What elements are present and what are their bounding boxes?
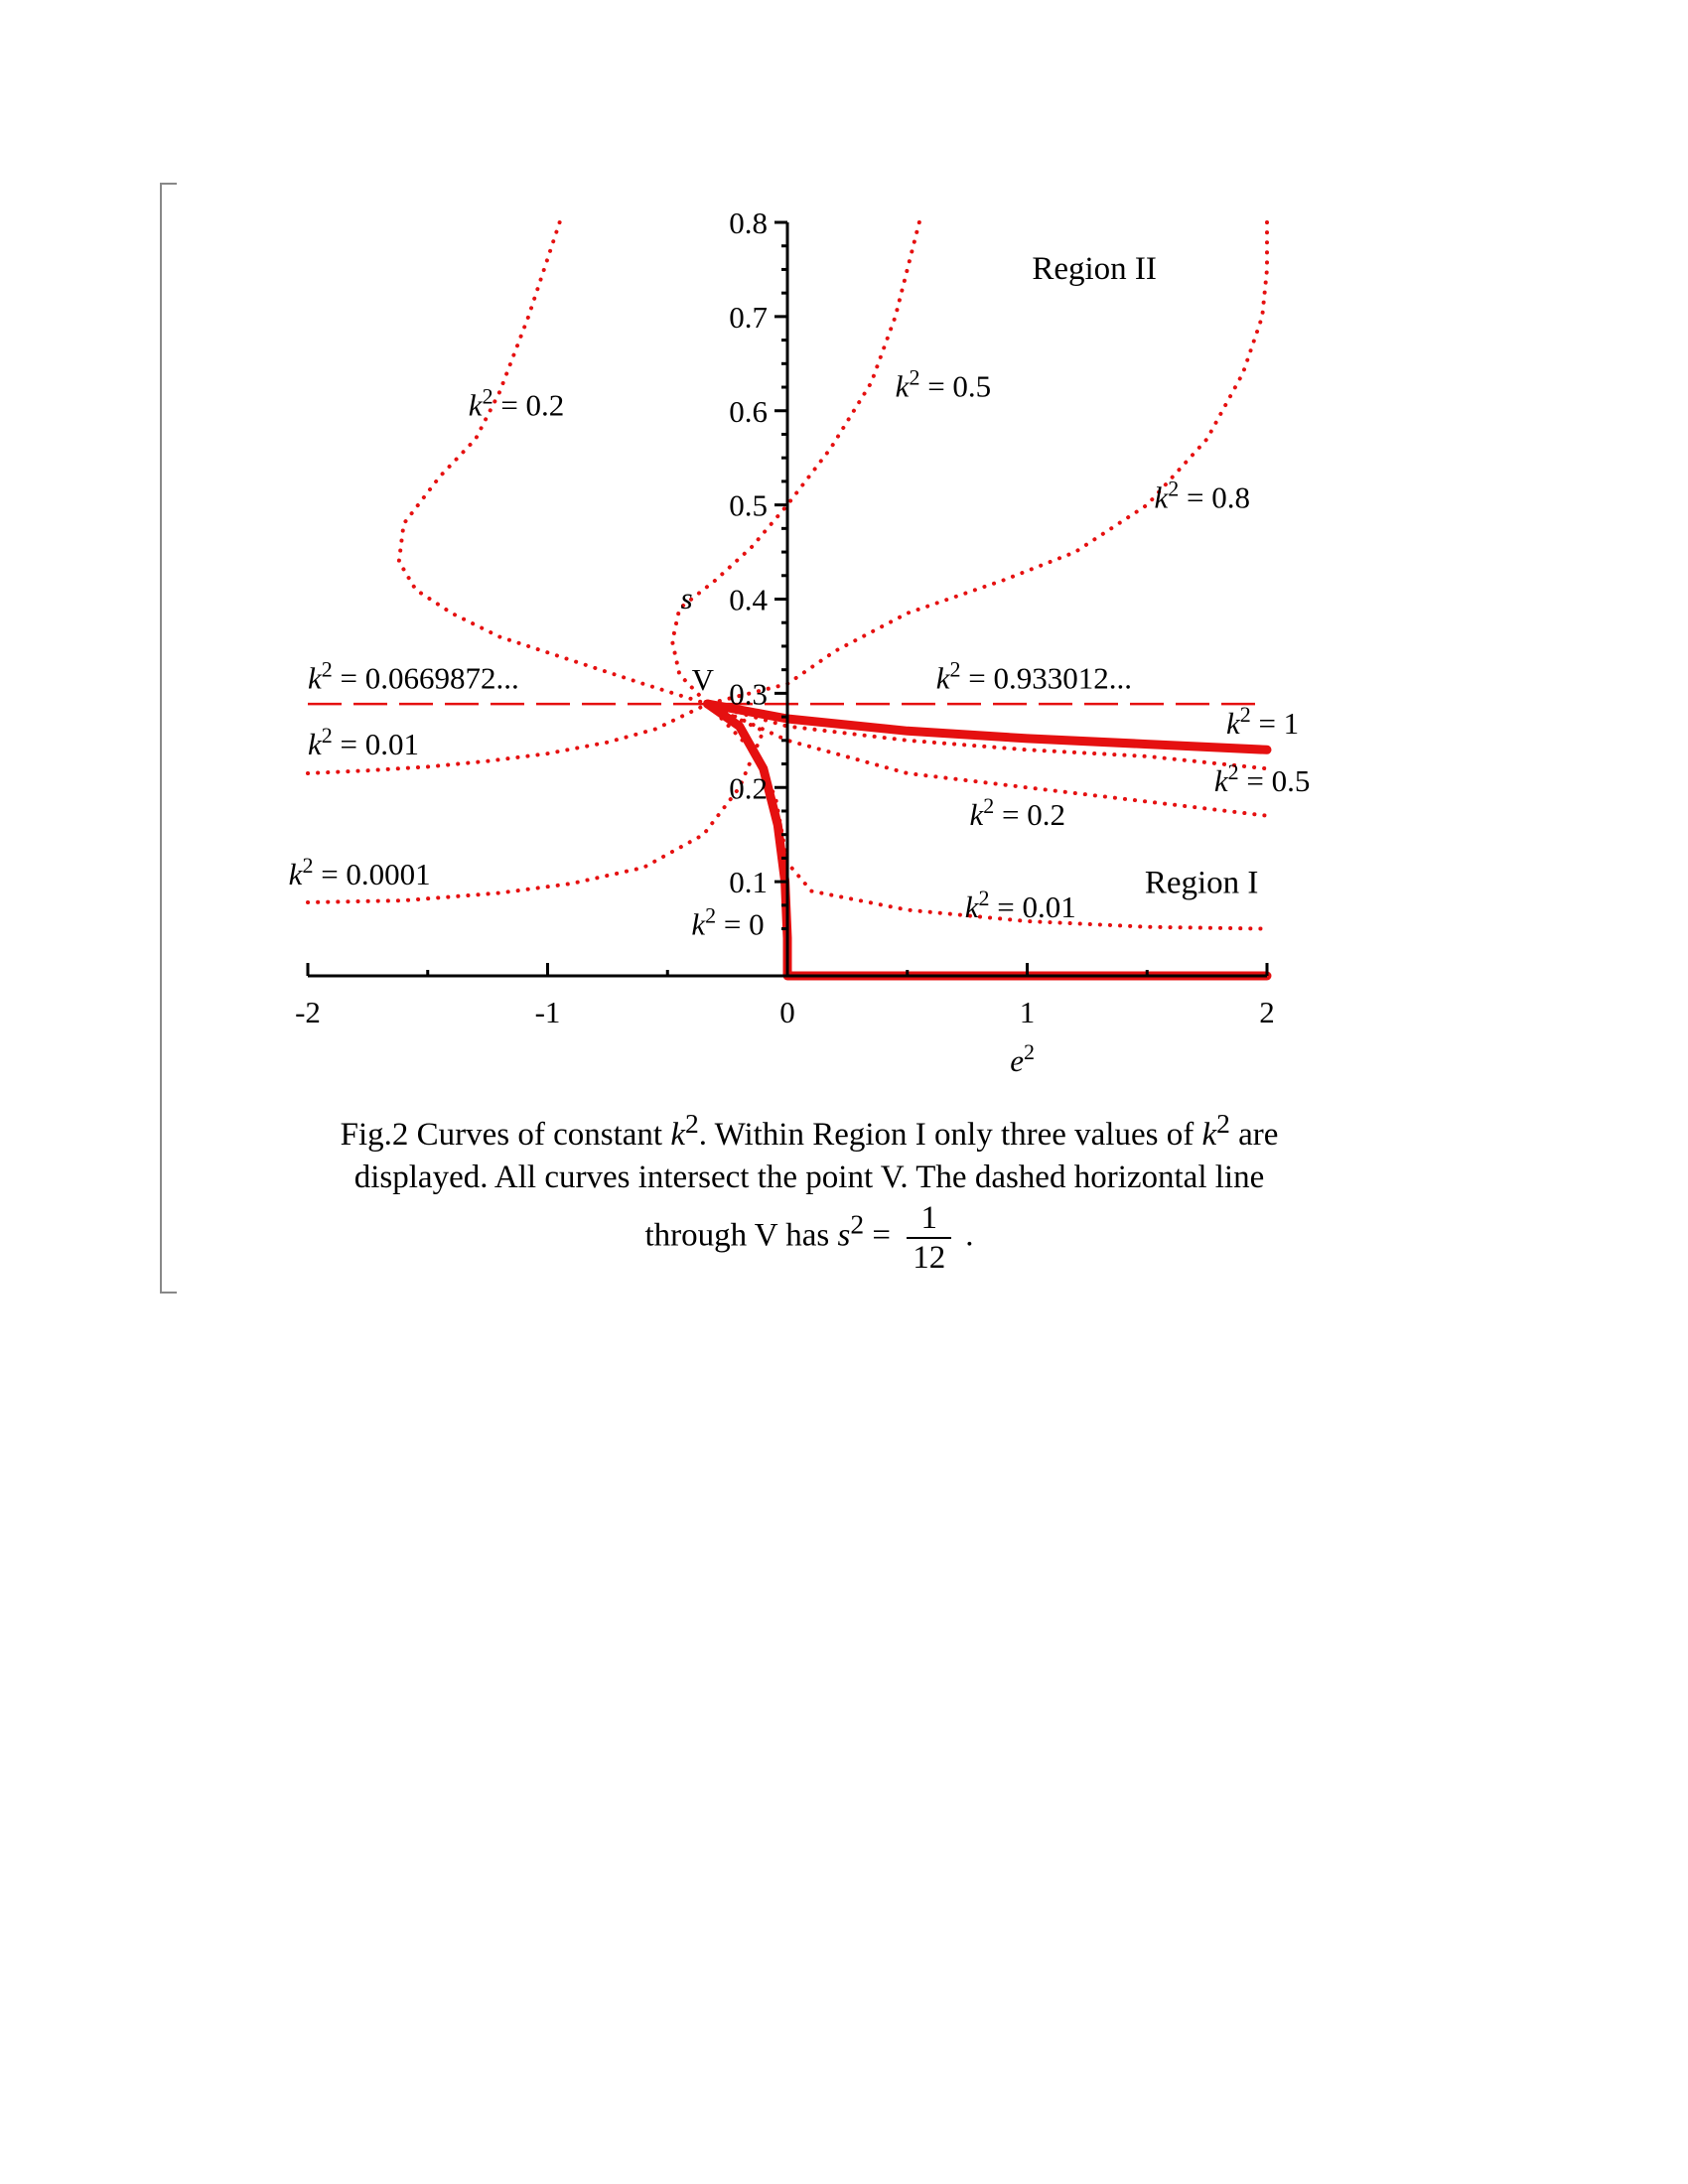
y-tick-label: 0.8 [729,205,768,240]
y-tick-label: 0.2 [729,770,768,806]
y-tick-label: 0.6 [729,393,768,429]
region-label: Region I [1144,865,1259,901]
caption-line-1: Fig.2 Curves of constant $k^2$. Within Region I only three values of $k^2$ are [340,1108,1279,1153]
series-curve-1 [672,222,919,704]
y-tick-label: 0.1 [729,865,768,900]
curve-label: $k^2 = 0.01$ [308,723,419,762]
curve-label: $k^2 = 0.0001$ [288,852,431,891]
curve-label: $k^2 = 1$ [1225,702,1300,742]
series-curve-2 [708,222,1267,704]
x-axis-label: $e^2$ [1010,1039,1036,1078]
curve-label: $k^2 = 0$ [691,902,765,942]
x-tick-label: -1 [534,995,561,1029]
figure-caption [268,1102,1350,1277]
y-tick-label: 0.3 [729,676,768,712]
curve-label: $k^2 = 0.01$ [964,886,1076,925]
curve-label: $k^2 = 0.2$ [969,793,1066,833]
y-tick-label: 0.7 [729,299,768,335]
x-tick-label: 2 [1259,995,1275,1029]
y-axis-label: s [680,580,693,615]
curve-label: $k^2 = 0.0669872$... [308,656,519,696]
curve-label: $k^2 = 0.933012$... [935,656,1132,696]
caption-line-3: through V has $s^2$ = $\frac{1}{12}$ . [644,1200,974,1276]
caption-line-2: displayed. All curves intersect the point V. The dashed horizontal line [353,1160,1265,1195]
series-curve-8 [708,704,1267,750]
curve-label: $k^2 = 0.5$ [895,364,992,404]
y-tick-label: 0.5 [729,487,768,523]
x-tick-label: 1 [1019,995,1036,1029]
x-tick-label: -2 [295,995,321,1029]
curve-label: $k^2 = 0.2$ [468,383,565,423]
curve-label: $k^2 = 0.8$ [1154,476,1250,515]
fraction-one-twelfth: $\frac{1}{12}$ [907,1199,951,1277]
region-label: Region II [1032,250,1157,287]
axes-layer [308,222,1267,976]
series-curve-0 [399,222,708,704]
y-tick-label: 0.4 [729,582,768,617]
x-tick-label: 0 [779,995,795,1029]
point-v-label: V [691,662,714,698]
curve-label: $k^2 = 0.5$ [1213,759,1311,799]
labels-layer [289,205,1311,1078]
